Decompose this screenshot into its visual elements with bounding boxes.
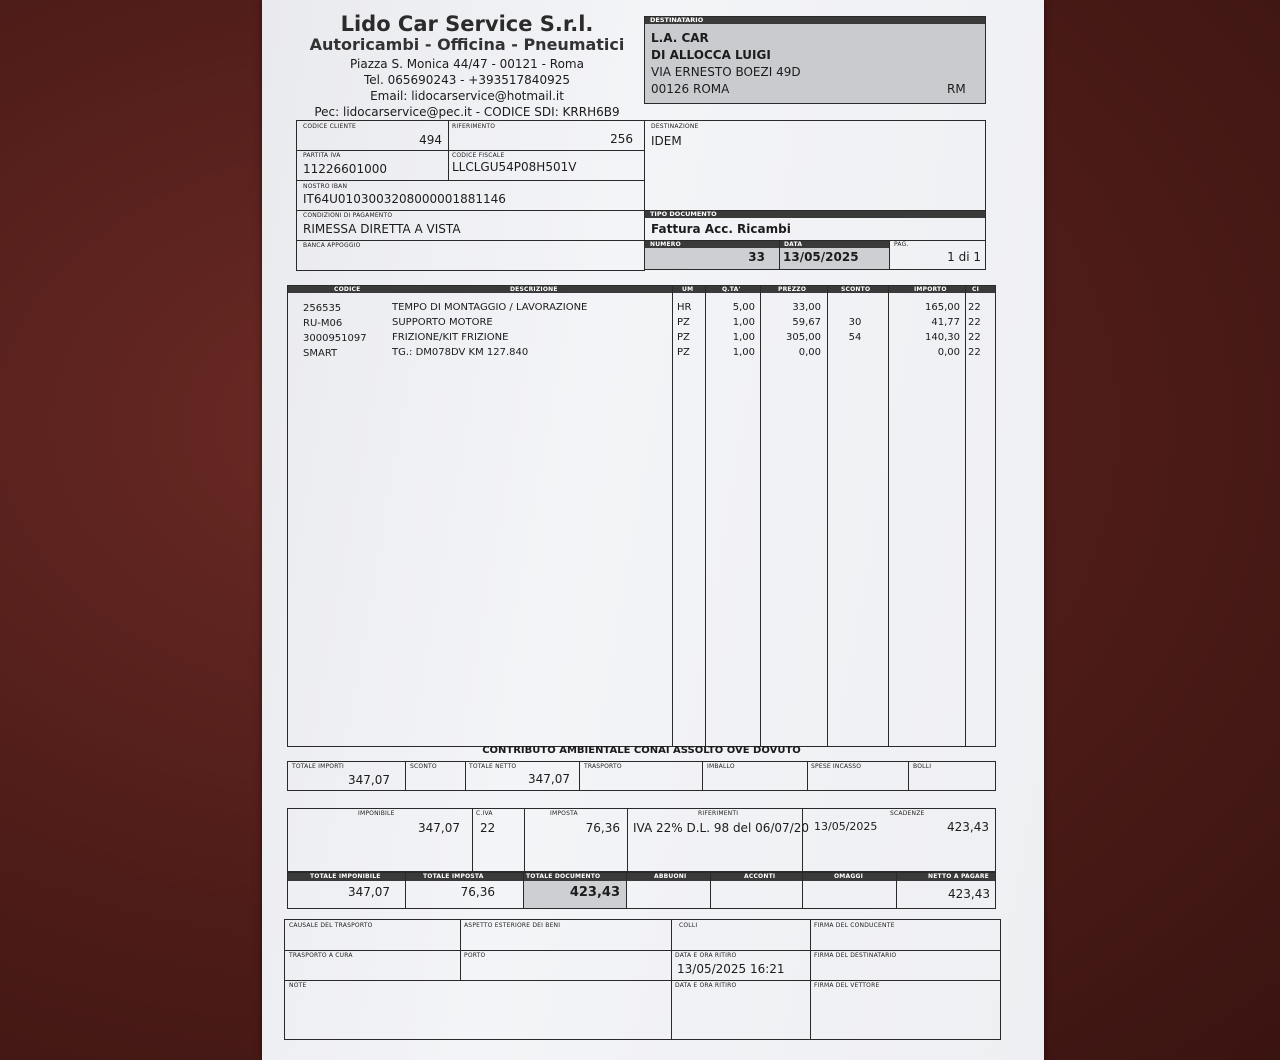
total-amounts-label: TOTALE IMPORTI [292, 763, 344, 770]
net-to-pay: 423,43 [948, 887, 990, 901]
page-label: PAG. [894, 241, 909, 248]
date-label: DATA [784, 241, 803, 248]
invoice-paper [262, 0, 1044, 1060]
document-number: 33 [748, 250, 765, 264]
conai-note: CONTRIBUTO AMBIENTALE CONAI ASSOLTO OVE DOVUTO [482, 745, 801, 756]
notes-label: NOTE [289, 982, 307, 989]
item-description: FRIZIONE/KIT FRIZIONE [392, 332, 509, 343]
item-amount: 140,30 [925, 332, 960, 343]
company-tagline: Autoricambi - Officina - Pneumatici [309, 35, 625, 54]
item-description: TG.: DM078DV KM 127.840 [392, 347, 529, 358]
total-document-label: TOTALE DOCUMENTO [526, 873, 601, 880]
item-um: HR [677, 302, 692, 313]
tax-value: 76,36 [585, 821, 620, 835]
fiscal-code: LLCLGU54P08H501V [452, 160, 577, 174]
recipient-name: L.A. CAR [651, 31, 709, 45]
header-discount: SCONTO [841, 286, 871, 293]
net-total: 347,07 [528, 772, 570, 786]
net-to-pay-label: NETTO A PAGARE [928, 873, 989, 880]
recipient-owner: DI ALLOCCA LUIGI [651, 48, 771, 62]
client-code-label: CODICE CLIENTE [303, 123, 357, 130]
item-qty: 1,00 [732, 347, 755, 358]
client-info-grid [296, 120, 645, 271]
net-total-label: TOTALE NETTO [469, 763, 517, 770]
item-um: PZ [677, 332, 690, 343]
header-price: PREZZO [778, 286, 807, 293]
driver-signature-label: FIRMA DEL CONDUCENTE [814, 922, 895, 929]
item-amount: 0,00 [937, 347, 960, 358]
item-price: 305,00 [786, 332, 821, 343]
item-amount: 165,00 [925, 302, 960, 313]
iban-label: NOSTRO IBAN [303, 183, 348, 190]
header-um: UM [682, 286, 694, 293]
recipient-label: DESTINATARIO [645, 17, 985, 24]
packing-label: IMBALLO [707, 763, 735, 770]
document-date: 13/05/2025 [783, 250, 859, 264]
reference-value: 256 [610, 132, 633, 146]
item-vat: 22 [968, 332, 981, 343]
due-label: SCADENZE [890, 810, 925, 817]
item-amount: 41,77 [931, 317, 960, 328]
item-qty: 1,00 [732, 332, 755, 343]
document-number-box [644, 240, 986, 270]
vat-rate: 22 [480, 821, 496, 835]
company-address: Piazza S. Monica 44/47 - 00121 - Roma [350, 57, 584, 71]
goods-appearance-label: ASPETTO ESTERIORE DEI BENI [464, 922, 561, 929]
company-name: Lido Car Service S.r.l. [340, 12, 594, 36]
transport-label: TRASPORTO [584, 763, 622, 770]
item-vat: 22 [968, 317, 981, 328]
item-vat: 22 [968, 347, 981, 358]
items-table [287, 285, 996, 747]
shipping-box [284, 919, 1001, 1040]
item-code: SMART [303, 348, 338, 359]
header-vat: CI [972, 286, 980, 293]
item-um: PZ [677, 317, 690, 328]
recipient-signature-label: FIRMA DEL DESTINATARIO [814, 952, 897, 959]
company-phone: Tel. 065690243 - +393517840925 [364, 73, 570, 87]
item-description: TEMPO DI MONTAGGIO / LAVORAZIONE [392, 302, 588, 313]
destination-label: DESTINAZIONE [651, 123, 699, 130]
company-email: Email: lidocarservice@hotmail.it [370, 89, 564, 103]
client-code: 494 [419, 133, 442, 147]
due-date: 13/05/2025 [814, 820, 878, 833]
taxable-label: IMPONIBILE [358, 810, 395, 817]
packages-label: COLLI [679, 922, 698, 929]
pickup-label-2: DATA E ORA RITIRO [675, 982, 737, 989]
tax-label: IMPOSTA [550, 810, 578, 817]
bank-label: BANCA APPOGGIO [303, 242, 361, 249]
vat-rate-label: C.IVA [476, 810, 493, 817]
recipient-province: RM [947, 82, 966, 96]
item-price: 0,00 [798, 347, 821, 358]
collection-fees-label: SPESE INCASSO [811, 763, 862, 770]
total-amounts: 347,07 [348, 773, 390, 787]
fiscal-code-label: CODICE FISCALE [452, 152, 505, 159]
recipient-city: 00126 ROMA [651, 82, 730, 96]
item-discount: 54 [848, 332, 862, 343]
number-label: NUMERO [650, 241, 681, 248]
references-label: RIFERIMENTI [698, 810, 739, 817]
totals-row [287, 761, 996, 791]
header-qty: Q.TA' [722, 286, 741, 293]
payment-terms: RIMESSA DIRETTA A VISTA [303, 222, 461, 236]
item-um: PZ [677, 347, 690, 358]
item-code: 256535 [303, 303, 342, 314]
total-taxable-label: TOTALE IMPONIBILE [310, 873, 381, 880]
reference-label: RIFERIMENTO [452, 123, 496, 130]
iban-value: IT64U0103003208000001881146 [303, 192, 506, 206]
document-type-label: TIPO DOCUMENTO [645, 211, 985, 218]
item-qty: 1,00 [732, 317, 755, 328]
discount-label: SCONTO [410, 763, 437, 770]
taxable-value: 347,07 [418, 821, 460, 835]
carrier-signature-label: FIRMA DEL VETTORE [814, 982, 880, 989]
recipient-street: VIA ERNESTO BOEZI 49D [651, 65, 801, 79]
destination-box [644, 120, 986, 211]
company-header [302, 12, 632, 119]
destination-value: IDEM [651, 134, 682, 148]
item-code: RU-M06 [303, 318, 343, 329]
item-description: SUPPORTO MOTORE [392, 317, 493, 328]
header-amount: IMPORTO [914, 286, 947, 293]
vat-label: PARTITA IVA [303, 152, 341, 159]
company-pec: Pec: lidocarservice@pec.it - CODICE SDI: KRRH6B9 [314, 105, 620, 119]
stamps-label: BOLLI [913, 763, 932, 770]
gifts-label: OMAGGI [834, 873, 863, 880]
header-code: CODICE [334, 286, 361, 293]
rebates-label: ABBUONI [654, 873, 687, 880]
page-value: 1 di 1 [947, 250, 981, 264]
item-discount: 30 [848, 317, 862, 328]
document-type: Fattura Acc. Ricambi [651, 222, 791, 236]
advances-label: ACCONTI [744, 873, 776, 880]
vat-number: 11226601000 [303, 162, 387, 176]
item-qty: 5,00 [732, 302, 755, 313]
references-value: IVA 22% D.L. 98 del 06/07/20 [633, 821, 809, 835]
summary-box [287, 872, 996, 909]
pickup-label: DATA E ORA RITIRO [675, 952, 737, 959]
total-tax-label: TOTALE IMPOSTA [423, 873, 484, 880]
header-description: DESCRIZIONE [510, 286, 558, 293]
total-tax: 76,36 [460, 885, 495, 899]
document-type-box [644, 210, 986, 241]
item-price: 59,67 [792, 317, 821, 328]
transport-reason-label: CAUSALE DEL TRASPORTO [289, 922, 373, 929]
item-price: 33,00 [792, 302, 821, 313]
carrier-label: TRASPORTO A CURA [289, 952, 353, 959]
recipient-box [644, 16, 986, 104]
item-vat: 22 [968, 302, 981, 313]
tax-box [287, 808, 996, 872]
port-label: PORTO [464, 952, 486, 959]
pickup-datetime: 13/05/2025 16:21 [677, 962, 785, 976]
due-amount: 423,43 [947, 820, 989, 834]
item-code: 3000951097 [303, 333, 367, 344]
total-document: 423,43 [569, 885, 620, 900]
total-taxable: 347,07 [348, 885, 390, 899]
payment-label: CONDIZIONI DI PAGAMENTO [303, 212, 393, 219]
